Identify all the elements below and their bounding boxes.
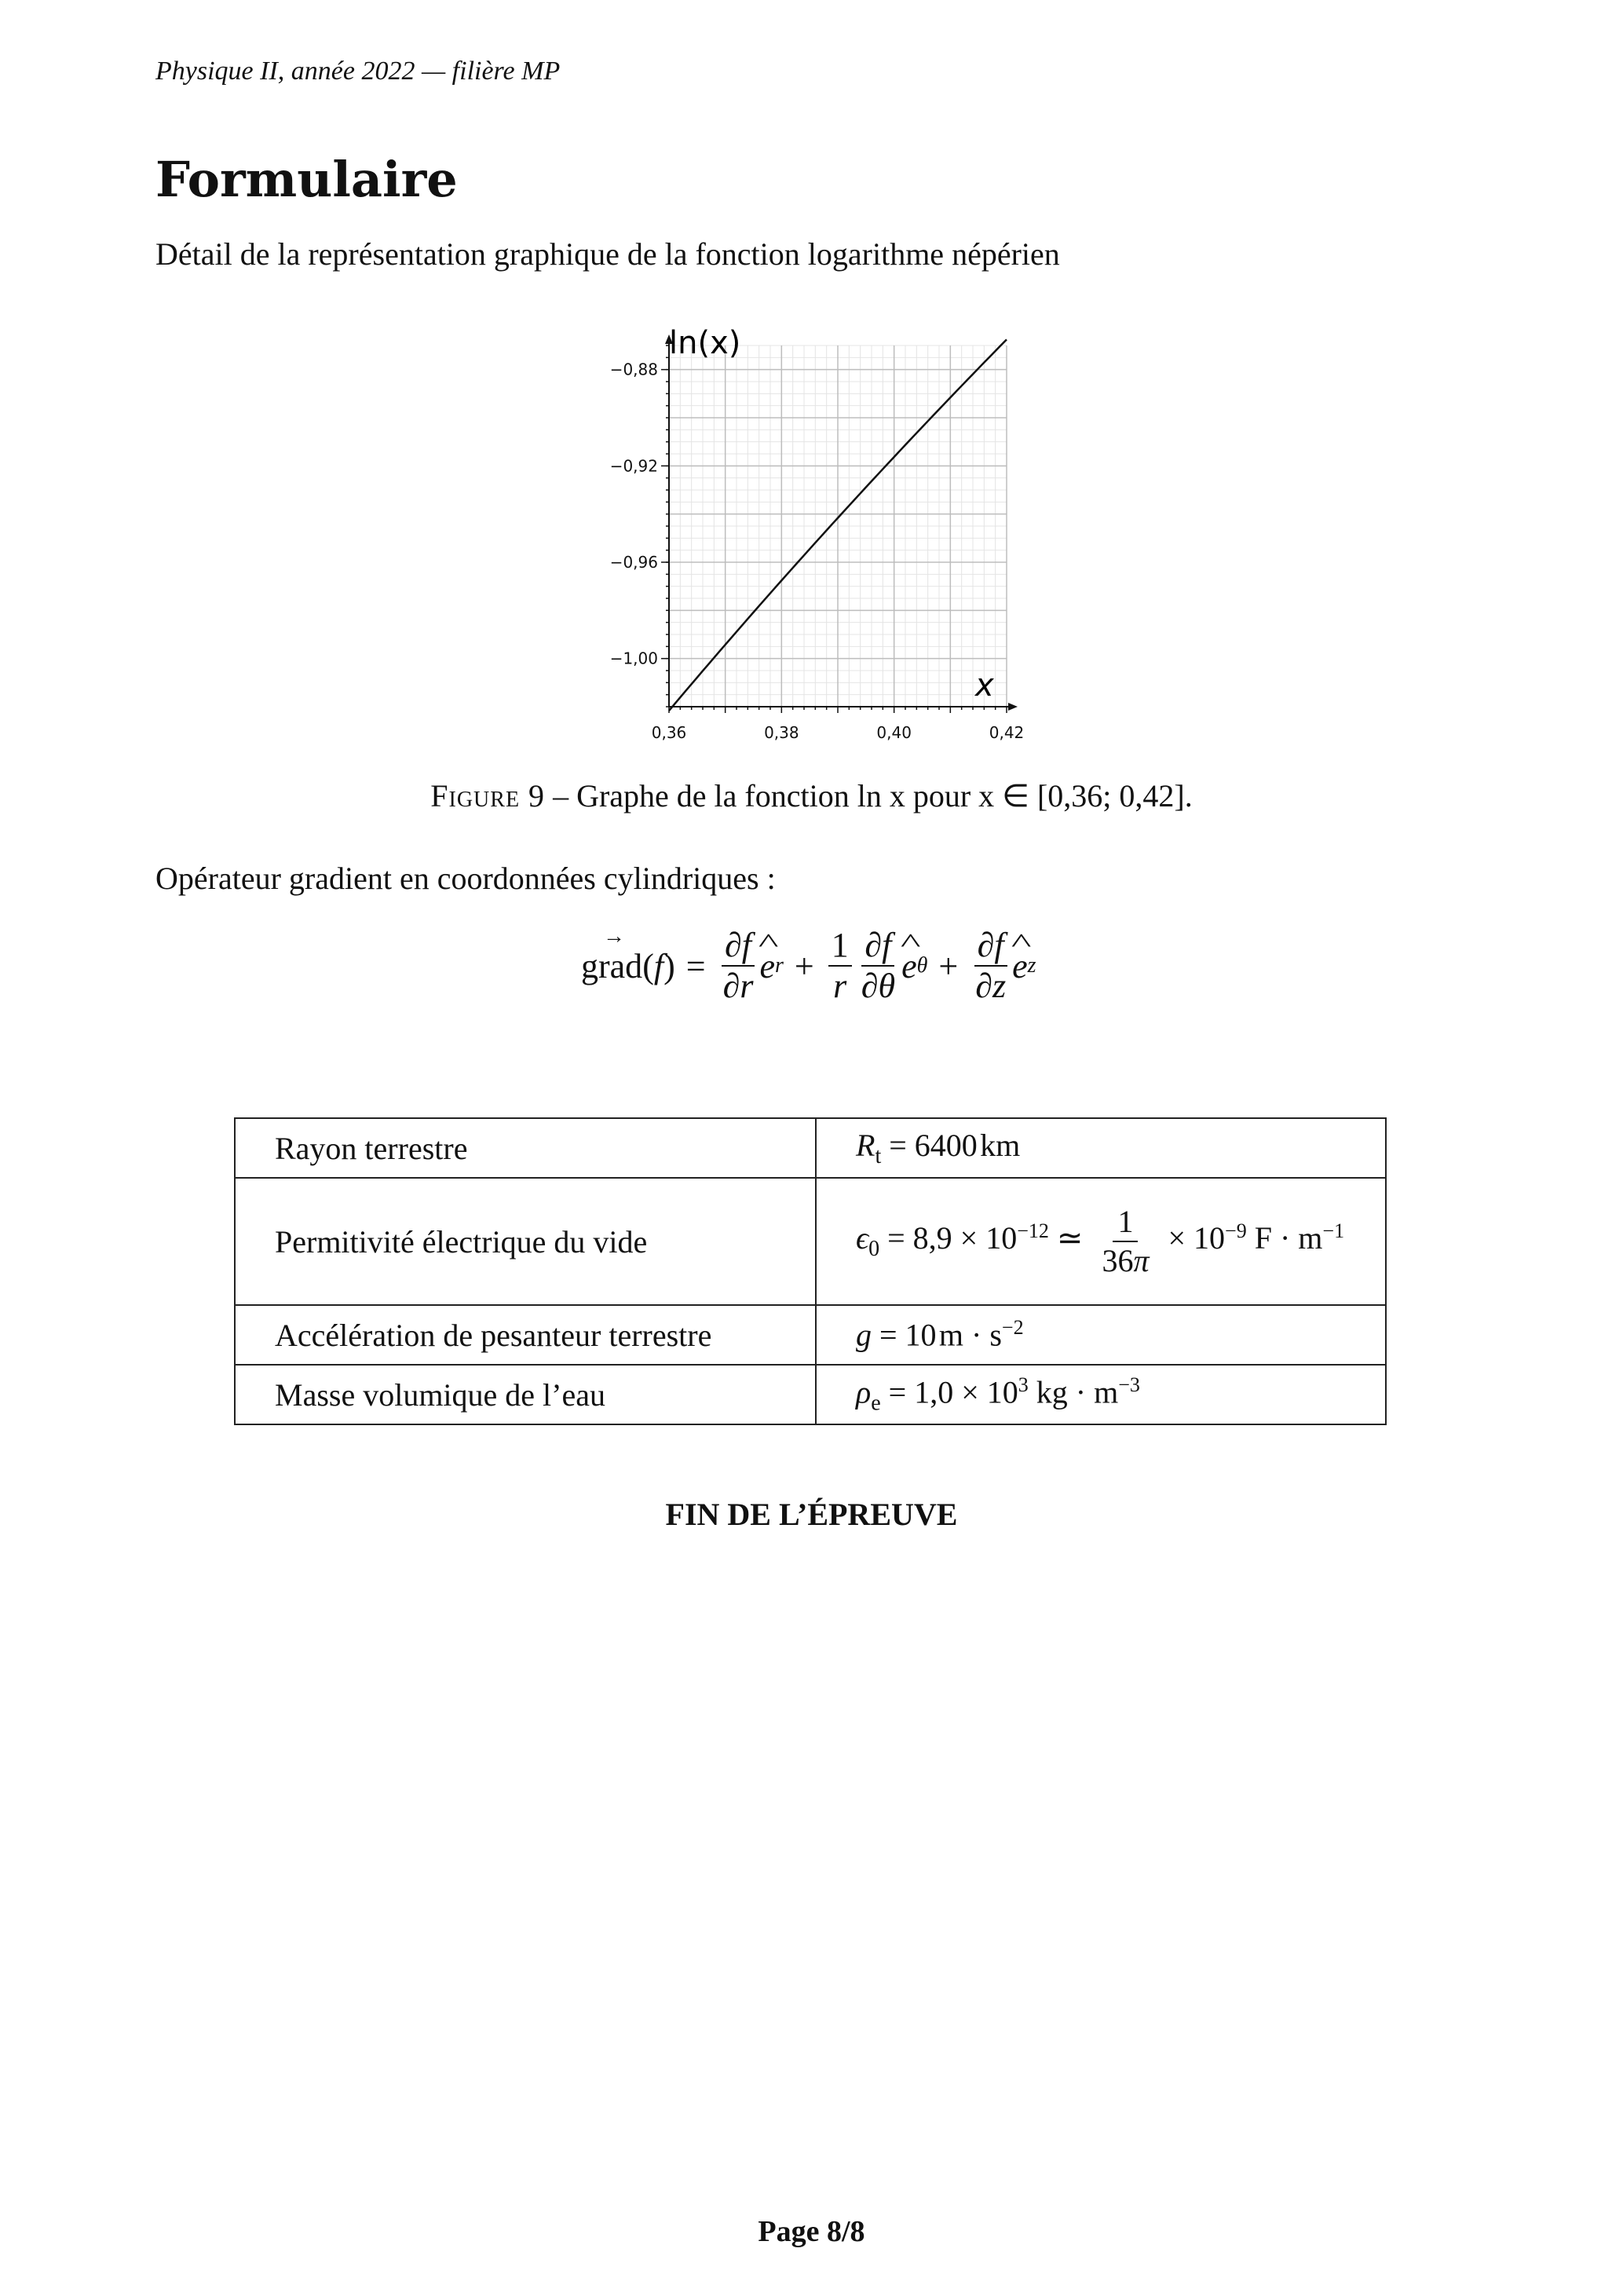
constant-value: $\epsilon_0 = 8,9 \times 10^{-12}$ ≃ $\frac{1}{36\pi}$ × $10^{-9}$ $F \cdot m^{-1}$ [816, 1178, 1386, 1305]
table-row [235, 1365, 1386, 1424]
chart-ylabel: ln(x) [669, 325, 741, 361]
running-header: Physique II, année 2022 — filière MP [155, 57, 561, 86]
constant-label: Accélération de pesanteur terrestre [235, 1305, 816, 1365]
x-axis-arrow [1008, 703, 1018, 711]
gradient-formula: grad → ( f ) = $\frac{\partial f}{\partial r}$ ^ e r + $\frac{1}{r}$ $\frac{\partial f}{\partial\theta}$ ^ e θ + $\frac{\partial f}{\partial z}$ ^ e z [581, 919, 1036, 1013]
constant-label: Permitivité électrique du vide [235, 1178, 816, 1305]
section-title: Formulaire [155, 151, 458, 208]
constant-value: $R_t = 6400$ km [816, 1118, 1386, 1178]
page-number: Page 8/8 [758, 2215, 865, 2248]
figure-caption-text: – Graphe de la fonction ln x pour x ∈ [0,36; 0,42]. [545, 778, 1193, 813]
constant-label: Rayon terrestre [235, 1118, 816, 1178]
end-of-exam: FIN DE L’ÉPREUVE [665, 1497, 958, 1532]
constant-value: g = 10 $m \cdot s^{-2}$ [816, 1305, 1386, 1365]
figure-label: Figure 9 [430, 778, 546, 813]
y-tick-label: −0,96 [609, 553, 658, 572]
table-row [235, 1178, 1386, 1305]
figure-caption [0, 777, 1623, 814]
ln-chart [573, 322, 1060, 762]
constant-value: $\rho_e = 1,0 \times 10^3$ kg · $m^{-3}$ [816, 1365, 1386, 1424]
x-tick-label: 0,38 [764, 723, 799, 742]
table-row [235, 1305, 1386, 1365]
chart-xlabel: x [975, 667, 994, 704]
constants-table [234, 1117, 1387, 1425]
y-tick-label: −0,88 [609, 360, 658, 379]
constant-label: Masse volumique de l’eau [235, 1365, 816, 1424]
gradient-intro: Opérateur gradient en coordonnées cylindriques : [155, 861, 776, 896]
x-tick-label: 0,36 [651, 723, 687, 742]
intro-text: Détail de la représentation graphique de la fonction logarithme népérien [155, 236, 1060, 272]
x-tick-label: 0,42 [989, 723, 1025, 742]
grad-operator: grad → [581, 923, 643, 985]
y-tick-label: −1,00 [609, 649, 658, 668]
y-tick-label: −0,92 [609, 456, 658, 476]
table-row [235, 1118, 1386, 1178]
x-tick-label: 0,40 [876, 723, 912, 742]
